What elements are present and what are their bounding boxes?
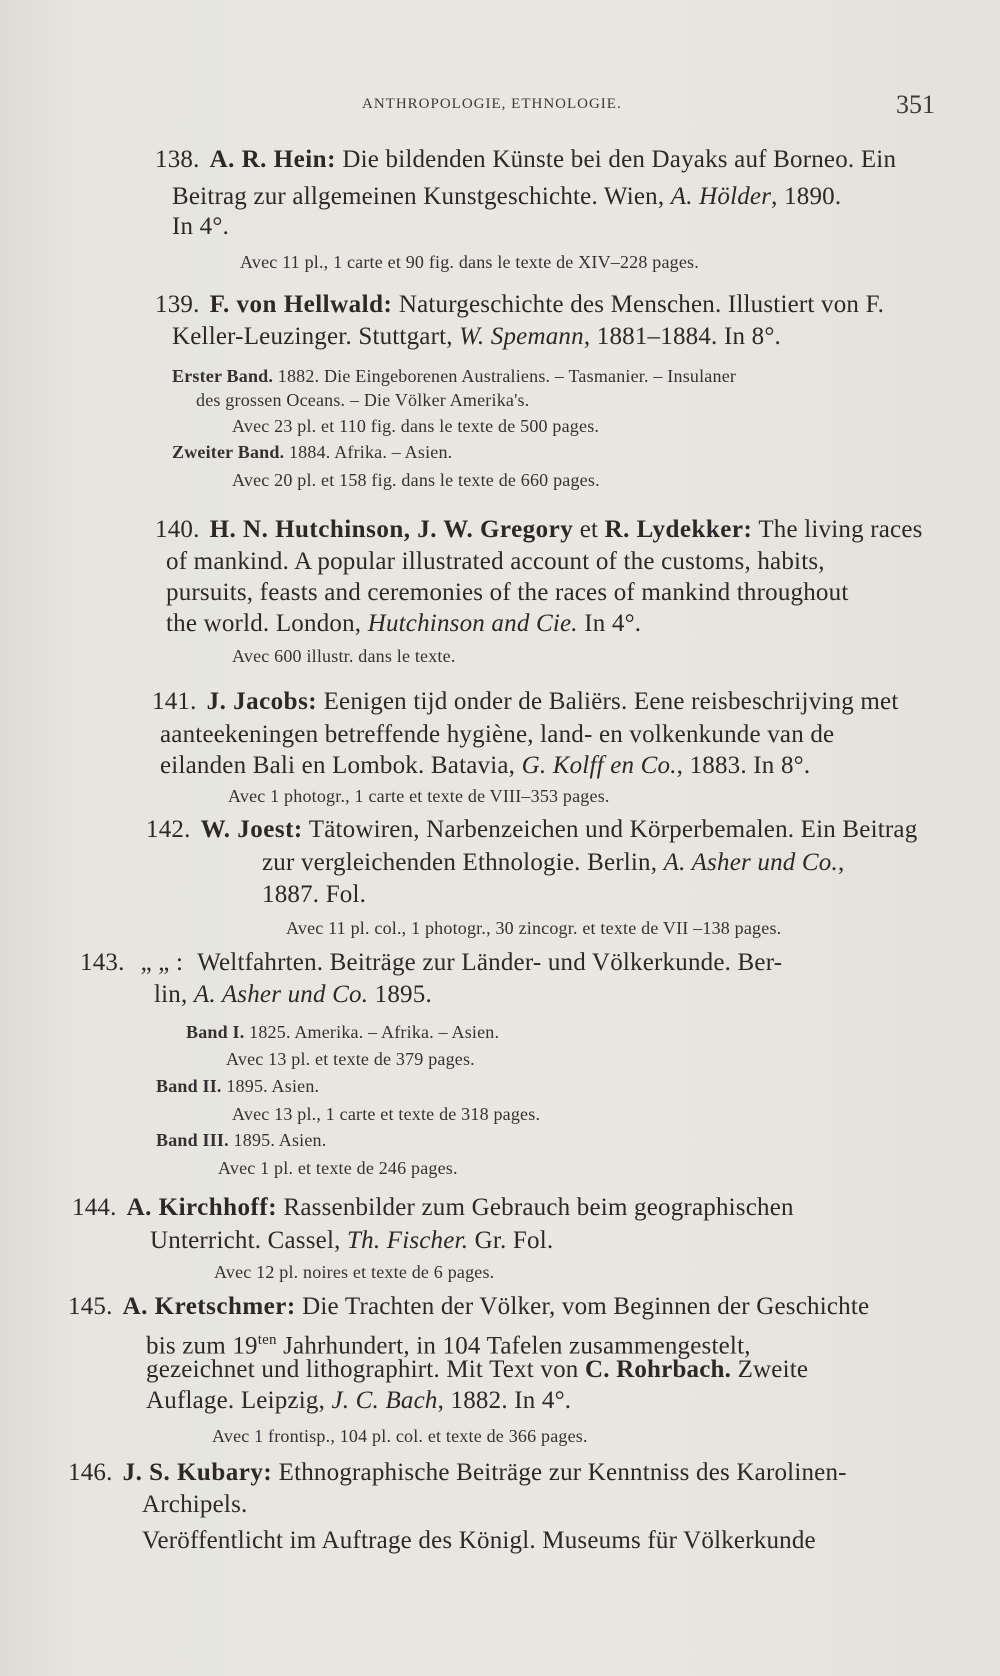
entry-143-band-2: [156, 1074, 319, 1098]
entry-141-line-2: aanteekeningen betreffende hygiène, land- en volkenkunde van de: [160, 721, 835, 748]
text-run: Zweite: [737, 1356, 809, 1383]
text-run: the world. London,: [166, 610, 362, 637]
entry-143-line-1: [80, 948, 782, 978]
publisher: A. Asher und Co.: [663, 849, 838, 876]
entry-139-note-2: Avec 20 pl. et 158 fig. dans le texte de 660 pages.: [232, 470, 600, 490]
text-run: gezeichnet und lithographirt. Mit Text von: [146, 1356, 579, 1383]
text-run: lin,: [154, 981, 188, 1008]
entry-139-line-1: [155, 290, 884, 320]
text-run: 1884. Afrika. – Asien.: [288, 442, 453, 462]
entry-144-line-2: [150, 1226, 553, 1256]
entry-author: J. S. Kubary:: [122, 1459, 273, 1486]
entry-143-line-2: [154, 980, 432, 1010]
entry-142-note: Avec 11 pl. col., 1 photogr., 30 zincogr. et texte de VII –138 pages.: [286, 918, 782, 938]
text-run: et: [579, 516, 599, 543]
text-run: , 1890.: [771, 183, 842, 210]
entry-title-text: Naturgeschichte des Menschen. Illustiert von F.: [398, 291, 885, 318]
entry-author: A. Kretschmer:: [122, 1293, 296, 1320]
text-run: In 4°.: [584, 610, 642, 637]
text-run: 1882. Die Eingeborenen Australiens. – Tasmanier. – Insulaner: [277, 366, 737, 386]
entry-146-line-3: Veröffentlicht im Auftrage des Königl. Museums für Völkerkunde: [142, 1527, 816, 1554]
superscript: ten: [257, 1332, 277, 1348]
entry-145-line-3: [146, 1355, 808, 1385]
entry-139-volume-1: [172, 364, 736, 388]
entry-author: A. Kirchhoff:: [126, 1194, 278, 1221]
entry-141-line-3: [160, 751, 810, 781]
text-run: 1895. Asien.: [226, 1076, 320, 1096]
entry-title-text: Weltfahrten. Beiträge zur Länder- und Völkerkunde. Ber-: [197, 949, 783, 976]
volume-label: Erster Band.: [172, 366, 274, 386]
text-run: bis zum 19: [146, 1332, 258, 1360]
publisher: J. C. Bach: [331, 1387, 438, 1414]
entry-141-note: Avec 1 photogr., 1 carte et texte de VIII–353 pages.: [228, 786, 610, 806]
entry-author: H. N. Hutchinson, J. W. Gregory: [209, 516, 574, 543]
text-run: eilanden Bali en Lombok. Batavia,: [160, 752, 516, 779]
entry-146-line-2: Archipels.: [142, 1491, 248, 1518]
publisher: W. Spemann: [459, 323, 584, 350]
entry-143-band-1: [186, 1020, 499, 1044]
entry-138-note: Avec 11 pl., 1 carte et 90 fig. dans le texte de XIV–228 pages.: [240, 252, 699, 272]
entry-number: 138.: [155, 146, 200, 173]
text-run: ,: [837, 849, 845, 876]
text-run: , 1881–1884. In 8°.: [583, 323, 781, 350]
entry-title-text: Eenigen tijd onder de Baliërs. Eene reisbeschrijving met: [323, 688, 899, 715]
entry-139-volume-2: [172, 440, 452, 464]
entry-146-line-1: [68, 1458, 847, 1488]
entry-title-text: Ethnographische Beiträge zur Kenntniss des Karolinen-: [278, 1459, 847, 1486]
entry-number: 142.: [146, 816, 191, 843]
entry-138-line-3: In 4°.: [172, 213, 230, 240]
entry-number: 141.: [152, 688, 197, 715]
entry-139-note-1: Avec 23 pl. et 110 fig. dans le texte de 500 pages.: [232, 416, 600, 436]
entry-139-line-4: des grossen Oceans. – Die Völker Amerika's.: [196, 390, 530, 410]
entry-143-note-1: Avec 13 pl. et texte de 379 pages.: [226, 1049, 475, 1069]
volume-label: Band I.: [186, 1022, 245, 1042]
entry-number: 146.: [68, 1459, 113, 1486]
entry-author: A. R. Hein:: [209, 146, 336, 173]
volume-label: Band III.: [156, 1130, 229, 1150]
entry-number: 144.: [72, 1194, 117, 1221]
entry-145-note: Avec 1 frontisp., 104 pl. col. et texte de 366 pages.: [212, 1426, 588, 1446]
entry-138-line-1: [155, 145, 896, 175]
text-run: 1825. Amerika. – Afrika. – Asien.: [249, 1022, 500, 1042]
entry-number: 145.: [68, 1293, 113, 1320]
publisher: A. Asher und Co.: [193, 981, 369, 1008]
text-run: 1895.: [374, 981, 432, 1008]
entry-title-text: Die Trachten der Völker, vom Beginnen der Geschichte: [302, 1293, 870, 1320]
entry-144-line-1: [72, 1193, 794, 1223]
entry-140-line-1: [155, 515, 923, 545]
entry-143-band-3: [156, 1128, 326, 1152]
running-title: ANTHROPOLOGIE, ETHNOLOGIE.: [362, 96, 622, 112]
entry-143-note-3: Avec 1 pl. et texte de 246 pages.: [218, 1158, 458, 1178]
entry-title-text: Tätowiren, Narbenzeichen und Körperbemalen. Ein Beitrag: [308, 816, 918, 843]
text-run: Beitrag zur allgemeinen Kunstgeschichte. Wien,: [172, 183, 665, 210]
volume-label: Zweiter Band.: [172, 442, 285, 462]
entry-144-note: Avec 12 pl. noires et texte de 6 pages.: [214, 1262, 495, 1282]
entry-139-line-2: [172, 322, 781, 352]
entry-140-line-4: [166, 609, 641, 639]
entry-140-line-2: of mankind. A popular illustrated account of the customs, habits,: [166, 548, 825, 575]
entry-title-text: Rassenbilder zum Gebrauch beim geographischen: [283, 1194, 794, 1221]
entry-138-line-2: [172, 182, 841, 212]
entry-author: W. Joest:: [200, 816, 303, 843]
entry-140-line-3: pursuits, feasts and ceremonies of the races of mankind throughout: [166, 579, 849, 606]
text-run: Keller-Leuzinger. Stuttgart,: [172, 323, 453, 350]
entry-number: 140.: [155, 516, 200, 543]
entry-author: R. Lydekker:: [604, 516, 753, 543]
entry-title-text: Die bildenden Künste bei den Dayaks auf Borneo. Ein: [342, 146, 897, 173]
entry-142-line-2: [262, 848, 844, 878]
text-run: zur vergleichenden Ethnologie. Berlin,: [262, 849, 658, 876]
publisher: Th. Fischer.: [347, 1227, 469, 1254]
entry-number: 139.: [155, 291, 200, 318]
contributor: C. Rohrbach.: [584, 1356, 732, 1383]
text-run: 1895. Asien.: [233, 1130, 327, 1150]
publisher: Hutchinson and Cie.: [367, 610, 578, 637]
publisher: A. Hölder: [670, 183, 772, 210]
entry-141-line-1: [152, 687, 899, 717]
page-header: [0, 90, 1000, 126]
text-run: Jahrhundert, in 104 Tafelen zusammengestelt,: [276, 1332, 751, 1360]
text-run: Gr. Fol.: [474, 1227, 554, 1254]
entry-142-line-3: 1887. Fol.: [262, 881, 367, 908]
entry-title-text: The living races: [758, 516, 923, 543]
volume-label: Band II.: [156, 1076, 222, 1096]
text-run: Auflage. Leipzig,: [146, 1387, 326, 1414]
text-run: , 1882. In 4°.: [437, 1387, 572, 1414]
ditto-marks: „ „ :: [140, 949, 184, 976]
page-number: 351: [896, 90, 935, 119]
entry-142-line-1: [146, 815, 917, 845]
entry-number: 143.: [80, 949, 125, 976]
text-run: , 1883. In 8°.: [676, 752, 811, 779]
entry-143-note-2: Avec 13 pl., 1 carte et texte de 318 pages.: [232, 1104, 541, 1124]
entry-author: J. Jacobs:: [206, 688, 318, 715]
entry-author: F. von Hellwald:: [209, 291, 393, 318]
entry-140-note: Avec 600 illustr. dans le texte.: [232, 646, 456, 666]
publisher: G. Kolff en Co.: [521, 752, 677, 779]
text-run: Unterricht. Cassel,: [150, 1227, 341, 1254]
entry-145-line-4: [146, 1386, 571, 1416]
entry-145-line-1: [68, 1292, 869, 1322]
